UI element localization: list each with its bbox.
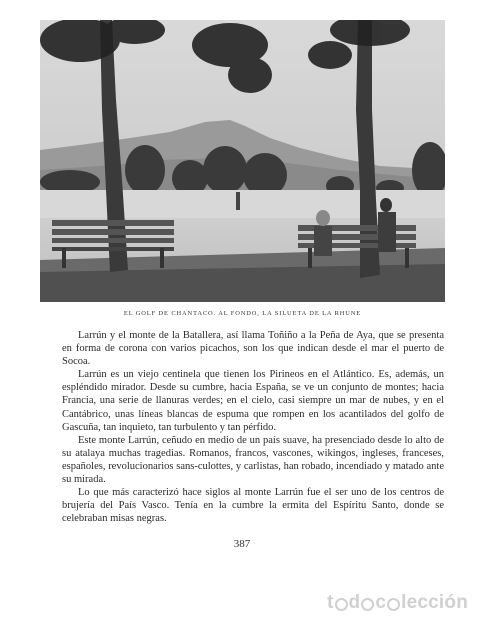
watermark-text-prefix: t <box>327 592 334 613</box>
watermark-text-middle: d <box>348 592 361 613</box>
page-number: 387 <box>233 538 251 550</box>
watermark-text-tail: lección <box>401 592 468 613</box>
seated-person <box>314 210 332 256</box>
photo-caption: EL GOLF DE CHANTACO. AL FONDO, LA SILUETA DE LA RHUNE <box>123 310 362 317</box>
watermark-text-suffix: c <box>375 592 387 613</box>
paragraph-3: Este monte Larrún, ceñudo en medio de un país suave, ha presenciado desde lo alto de su atalaya muchas tragedias. Romanos, francos, vascones, wikingos, ingleses, franceses, españoles, revolucionarios sans-culottes, y carlistas, han robado, incendiado y matado ante su mirada. <box>62 434 444 486</box>
watermark-o-circle-icon <box>361 598 374 611</box>
paragraph-1: Larrún y el monte de la Batallera, así llama Toñiño a la Peña de Aya, que se presenta en forma de corona con varios picachos, son los que indican desde el mar el puerto de Socoa. <box>62 330 444 368</box>
golfer-figure <box>236 192 240 210</box>
article-body <box>62 329 444 525</box>
paragraph-2: Larrún es un viejo centinela que tienen los Pirineos en el Atlántico. Es, además, un espléndido mirador. Desde su cumbre, hacia España, se ve un conjunto de montes; hacia Francia, una serie de llanuras verdes; en el cielo, casi siempre un mar de nubes, y en el Cantábrico, unas líneas blancas de espuma que rompen en los acantilados del golfo de Gascuña, tan inquieto, tan turbulento y tan pérfido. <box>62 369 444 433</box>
golf-course-photo <box>40 20 445 302</box>
watermark-o-circle-icon <box>335 598 348 611</box>
photo-illustration <box>40 20 445 302</box>
watermark-logo <box>327 592 468 614</box>
paragraph-4: Lo que más caracterizó hace siglos al monte Larrún fue el ser uno de los centros de brujería del País Vasco. Tenía en la cumbre la ermita del Espíritu Santo, donde se celebraban misas negras. <box>62 487 444 525</box>
watermark-o-circle-icon <box>387 598 400 611</box>
